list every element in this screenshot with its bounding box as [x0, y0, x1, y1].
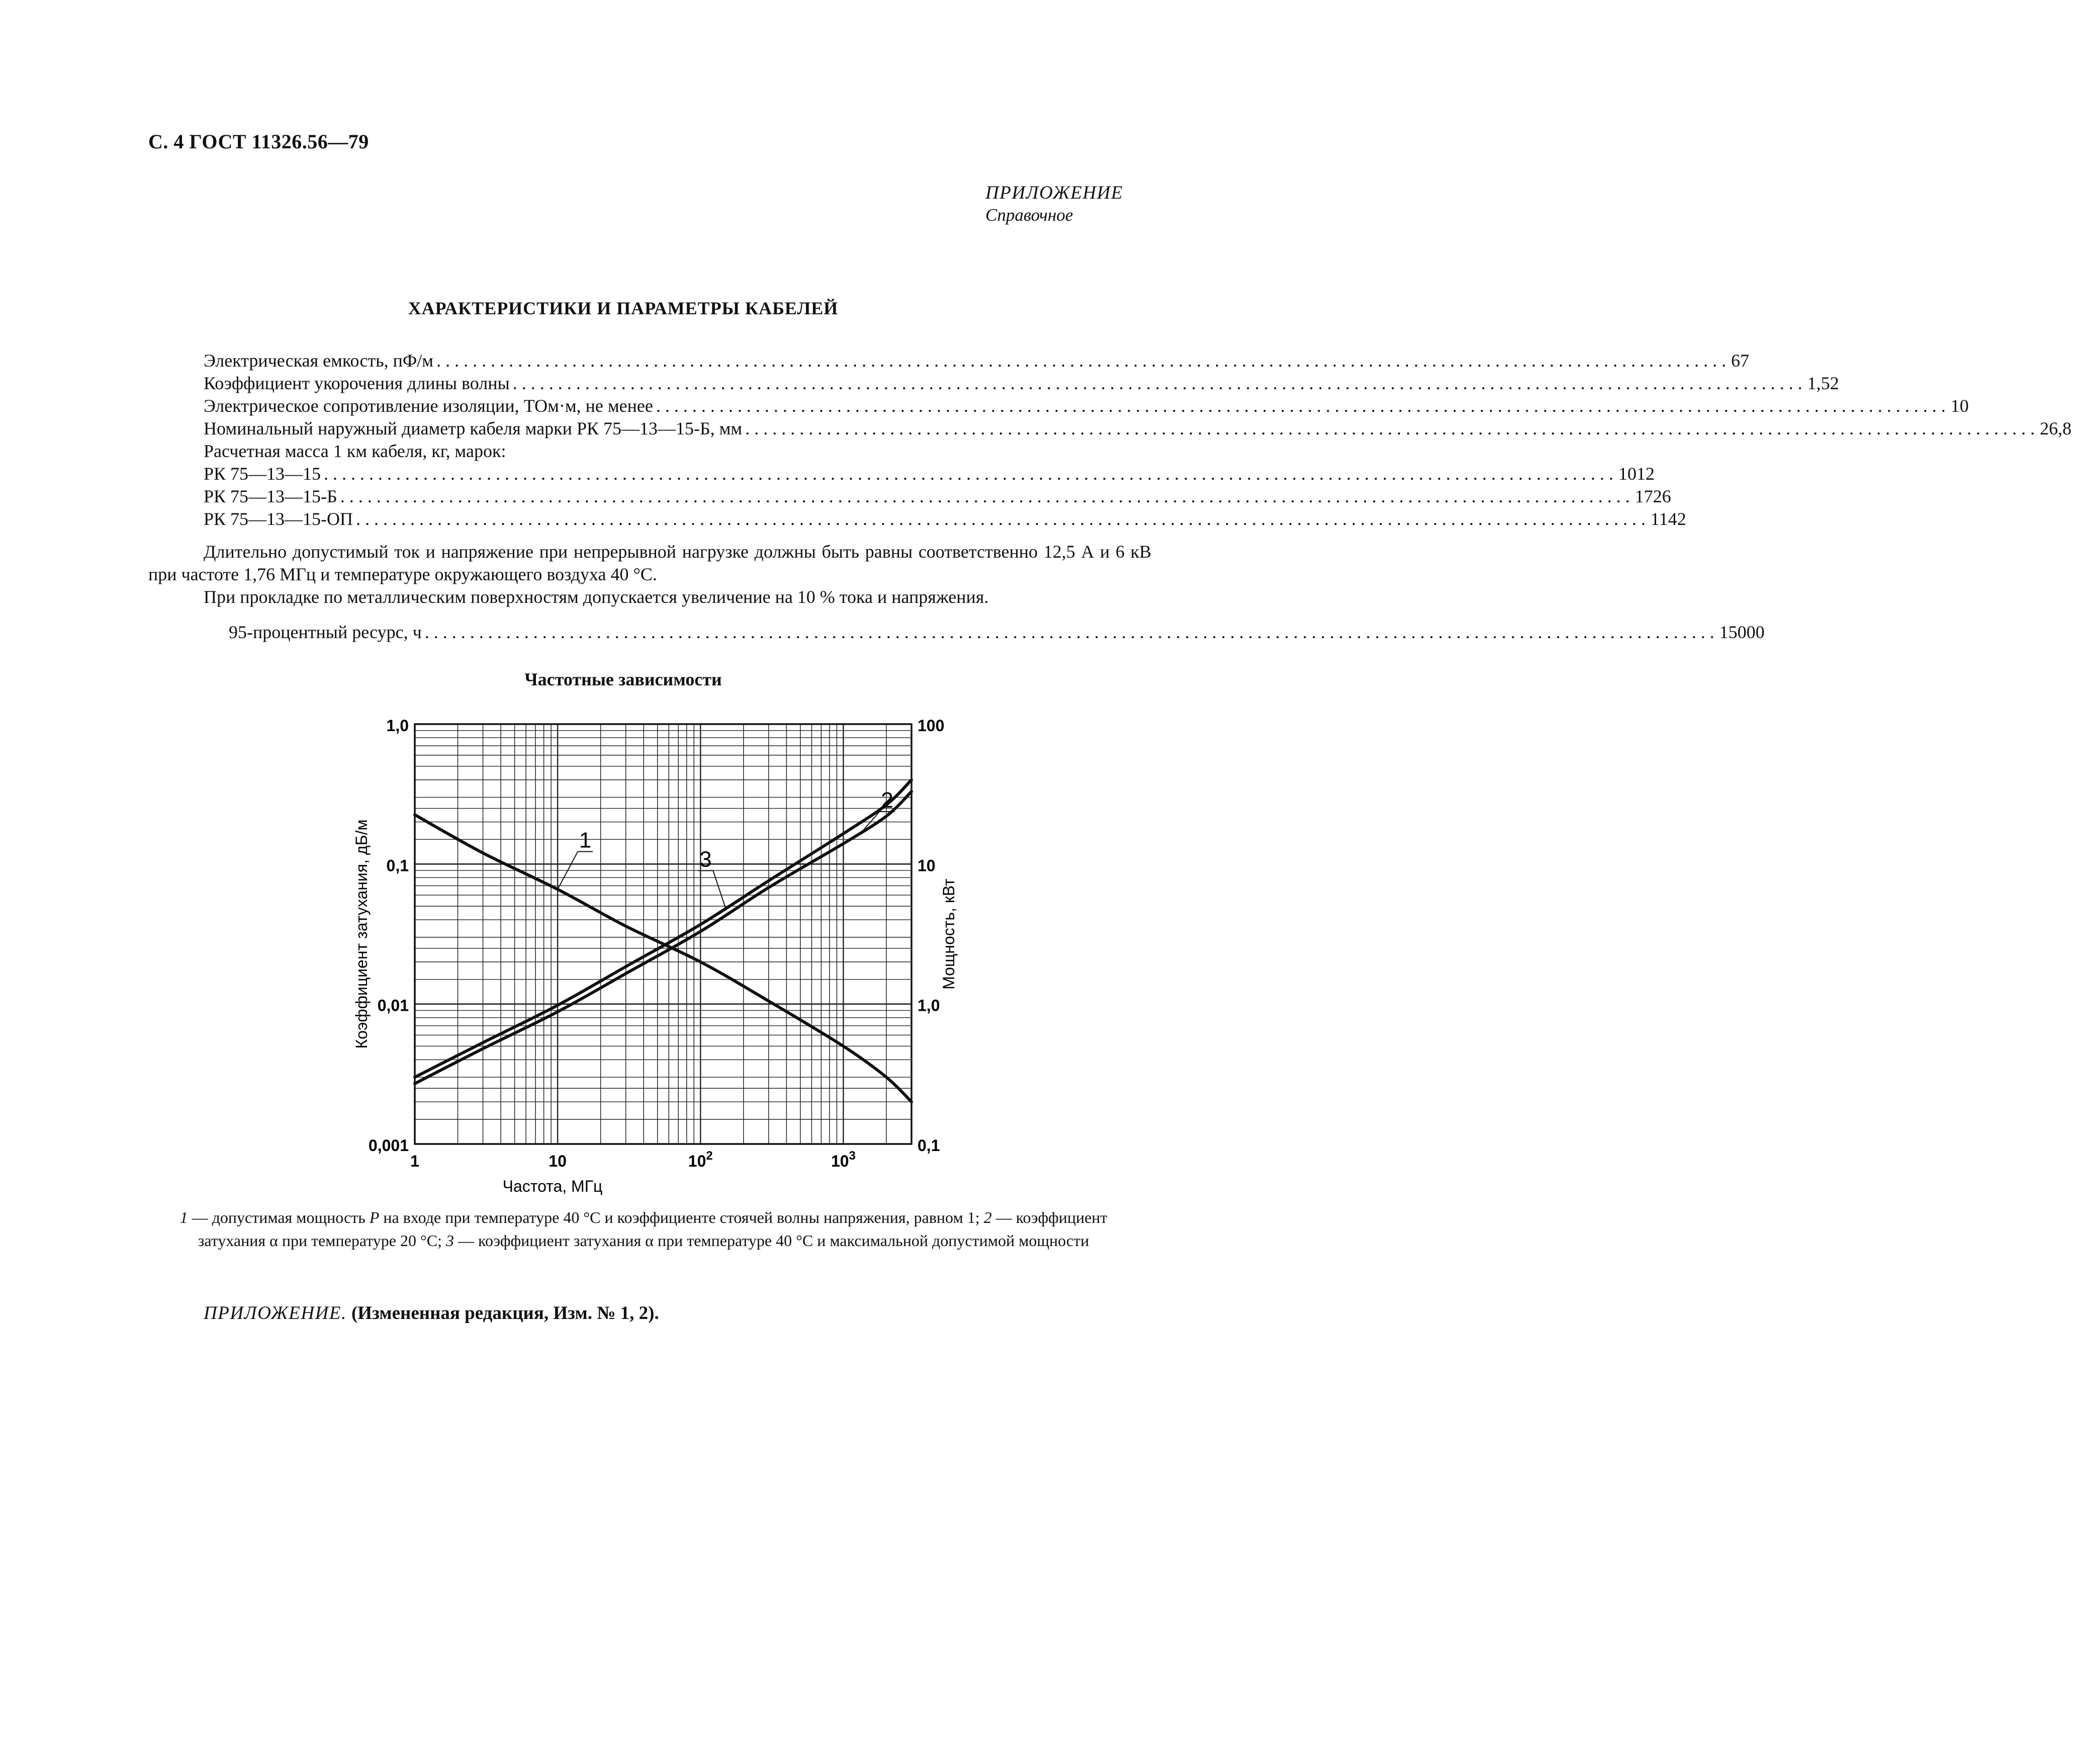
param-label: Номинальный наружный диаметр кабеля марки РК 75—13—15-Б, мм: [204, 418, 743, 438]
appendix-label: ПРИЛОЖЕНИЕ: [985, 183, 1123, 203]
y-axis-right-label: Мощность, кВт: [940, 878, 958, 990]
y-right-tick-label: 10: [918, 856, 936, 875]
param-label: РК 75—13—15-ОП: [204, 509, 353, 529]
param-row: [204, 440, 978, 463]
param-row: [204, 372, 1839, 395]
param-row: [204, 463, 1655, 485]
y-right-tick-label: 0,1: [918, 1136, 940, 1155]
y-right-tick-label: 100: [918, 717, 945, 735]
caption-item-2-number: 2: [983, 1208, 992, 1226]
param-value: 1012: [1618, 464, 1655, 484]
param-label: Расчетная масса 1 км кабеля, кг, марок:: [204, 441, 506, 461]
caption-item-3-text: — коэффициент затухания α при температуре 40 °С и максимальной допустимой мощности: [454, 1231, 1089, 1250]
annotation-1-label: 1: [579, 828, 592, 853]
footer-note-italic: ПРИЛОЖЕНИЕ.: [204, 1303, 347, 1324]
caption-item-3-number: 3: [446, 1231, 454, 1250]
param-row: [204, 508, 1686, 531]
section-title: ХАРАКТЕРИСТИКИ И ПАРАМЕТРЫ КАБЕЛЕЙ: [408, 298, 839, 318]
caption-item-1-number: 1: [179, 1208, 188, 1226]
param-label: РК 75—13—15: [204, 464, 321, 484]
param-value: 67: [1731, 350, 1750, 371]
y-left-tick-label: 0,01: [377, 996, 409, 1015]
chart-title: Частотные зависимости: [524, 669, 722, 689]
y-left-tick-label: 1,0: [386, 717, 409, 735]
x-tick-label: $10^2$: [688, 1149, 713, 1170]
x-axis-label: Частота, МГц: [502, 1177, 603, 1195]
annotation-3-label: 3: [699, 847, 712, 872]
y-left-tick-label: 0,1: [386, 856, 409, 875]
param-row: [204, 395, 1969, 417]
y-axis-left-label: Коэффициент затухания, дБ/м: [352, 819, 371, 1049]
param-row: [204, 349, 1750, 372]
x-tick-label: $10^3$: [831, 1149, 856, 1170]
chart-caption: [146, 1206, 1141, 1252]
param-label: Электрическое сопротивление изоляции, ТОм·м, не менее: [204, 396, 653, 416]
caption-item-1-text-a: — допустимая мощность: [188, 1208, 370, 1226]
resource-label: 95-процентный ресурс, ч: [229, 622, 422, 642]
param-value: 1,52: [1807, 373, 1839, 393]
page-header: С. 4 ГОСТ 11326.56—79: [148, 130, 369, 153]
chart-annotations: [558, 788, 894, 908]
param-value: 1726: [1634, 486, 1671, 506]
caption-item-1-text-b: на входе при температуре 40 °С и коэффициенте стоячей волны напряжения, равном 1;: [379, 1208, 980, 1226]
resource-value: 15000: [1719, 622, 1765, 642]
x-tick-label: 1: [410, 1152, 419, 1170]
paragraph-current-voltage: Длительно допустимый ток и напряжение при непрерывной нагрузке должны быть равны соответственно 12,5 А и 6 кВ при частоте 1,76 МГц и температуре окружающего воздуха 40 °С.: [148, 542, 1151, 584]
param-label: РК 75—13—15-Б: [204, 486, 337, 506]
caption-item-2-text: — коэффициент затухания α при температуре 20 °С;: [198, 1208, 1108, 1250]
param-value: 1142: [1651, 509, 1686, 529]
x-tick-label: 10: [549, 1152, 567, 1170]
annotation-2-label: 2: [881, 788, 893, 813]
footer-note: [204, 1302, 659, 1324]
appendix-sublabel: Справочное: [985, 205, 1073, 225]
y-left-tick-label: 0,001: [368, 1136, 409, 1155]
param-label: Коэффициент укорочения длины волны: [204, 373, 510, 393]
param-value: 10: [1950, 396, 1969, 416]
param-value: 26,8: [2040, 418, 2072, 438]
y-right-tick-label: 1,0: [918, 996, 940, 1015]
caption-power-symbol: P: [369, 1208, 380, 1226]
paragraph-metal-surfaces: При прокладке по металлическим поверхностям допускается увеличение на 10 % тока и напряжения.: [204, 587, 989, 607]
param-row: [204, 485, 1671, 508]
param-label: Электрическая емкость, пФ/м: [204, 350, 434, 371]
chart-grid: [415, 724, 912, 1144]
parameters-list: [204, 349, 2072, 531]
footer-note-bold: (Измененная редакция, Изм. № 1, 2).: [346, 1303, 659, 1324]
frequency-chart: [342, 699, 958, 1202]
annotation-3-leader: [713, 870, 725, 908]
param-row: [204, 417, 2072, 440]
resource-row: [229, 621, 1765, 644]
